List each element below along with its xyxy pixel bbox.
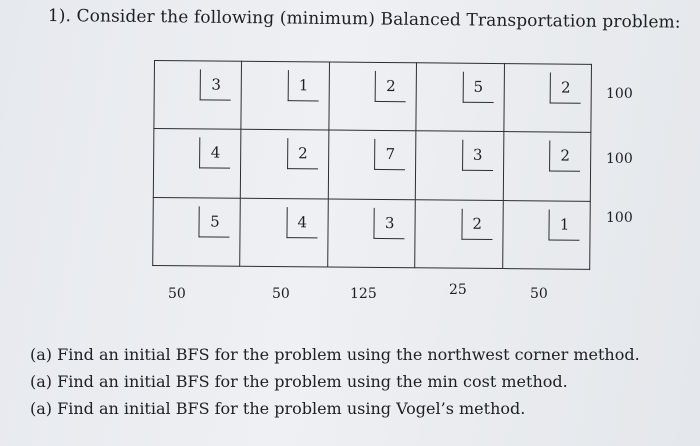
supply-value: 100 — [606, 86, 633, 102]
cost-value: 7 — [374, 139, 405, 170]
table-cell — [329, 62, 417, 131]
table-cell — [327, 199, 415, 268]
cost-value: 3 — [462, 140, 493, 171]
table-cell — [416, 63, 504, 132]
demand-value: 125 — [350, 286, 377, 302]
table-cell — [153, 197, 241, 266]
cost-value: 1 — [287, 70, 318, 101]
cost-value: 5 — [199, 206, 230, 237]
question-item: (a) Find an initial BFS for the problem using Vogel’s method. — [30, 399, 526, 418]
cost-value: 2 — [549, 141, 580, 172]
table-cell — [503, 132, 591, 201]
table-cell — [502, 200, 590, 269]
transportation-table — [152, 60, 592, 270]
cost-value: 4 — [286, 207, 317, 238]
table-cell — [503, 64, 591, 133]
cost-value: 2 — [461, 208, 492, 239]
cost-grid — [152, 60, 592, 270]
table-cell — [240, 198, 328, 267]
table-row — [153, 129, 591, 201]
question-item: (a) Find an initial BFS for the problem using the min cost method. — [30, 372, 568, 391]
cost-value: 2 — [550, 72, 581, 103]
cost-value: 4 — [199, 138, 230, 169]
cost-value: 2 — [287, 138, 318, 169]
question-item: (a) Find an initial BFS for the problem using the northwest corner method. — [30, 345, 640, 364]
table-cell — [241, 130, 329, 199]
table-cell — [328, 130, 416, 199]
table-cell — [415, 131, 503, 200]
demand-value: 50 — [168, 286, 186, 302]
demand-value: 50 — [272, 286, 290, 302]
table-cell — [415, 199, 503, 268]
demand-value: 50 — [530, 286, 548, 302]
table-row — [153, 197, 591, 269]
table-row — [154, 61, 592, 133]
supply-value: 100 — [606, 210, 633, 226]
problem-title: 1). Consider the following (minimum) Balanced Transportation problem: — [47, 6, 681, 33]
cost-value: 2 — [375, 71, 406, 102]
cost-value: 3 — [374, 208, 405, 239]
table-cell — [154, 61, 242, 130]
supply-value: 100 — [606, 151, 633, 167]
demand-value: 25 — [449, 282, 467, 298]
cost-value: 5 — [462, 72, 493, 103]
table-cell — [153, 129, 241, 198]
table-cell — [241, 61, 329, 130]
cost-value: 3 — [200, 69, 231, 100]
cost-value: 1 — [548, 209, 579, 240]
